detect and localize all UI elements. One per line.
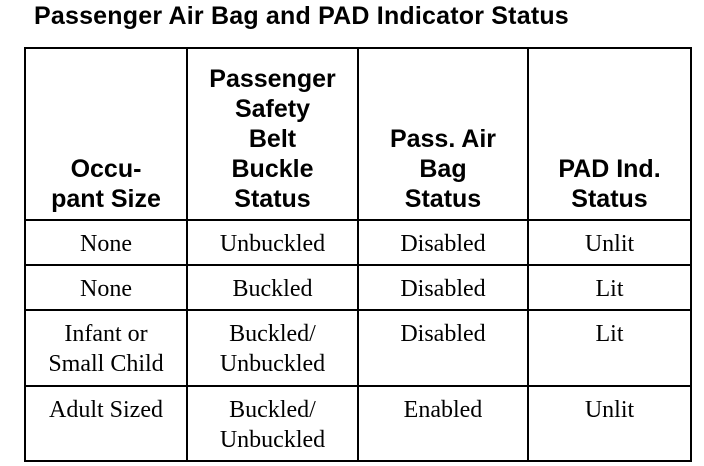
header-line: Status xyxy=(234,185,311,213)
cell-line: Lit xyxy=(595,276,624,302)
header-line: Bag xyxy=(419,155,467,183)
cell-line: Lit xyxy=(595,321,624,347)
cell-pad-status xyxy=(528,220,691,265)
cell-line: Buckled xyxy=(232,276,313,302)
header-line: Status xyxy=(404,185,482,213)
header-line: Buckle xyxy=(231,155,314,183)
cell-line: None xyxy=(80,231,132,257)
cell-line: Enabled xyxy=(403,397,483,423)
header-occupant-size xyxy=(25,48,187,220)
header-line: Belt xyxy=(248,125,297,153)
header-line: pant Size xyxy=(51,185,161,213)
header-air-bag-status xyxy=(358,48,528,220)
cell-occupant-size xyxy=(25,310,187,386)
cell-line: Disabled xyxy=(400,231,486,257)
cell-line: Unbuckled xyxy=(219,427,326,453)
cell-line: Buckled/ xyxy=(229,397,316,423)
cell-line: Adult Sized xyxy=(49,397,163,423)
cell-line: Unbuckled xyxy=(219,231,326,257)
header-belt-buckle-status xyxy=(187,48,358,220)
cell-line: Unlit xyxy=(584,397,635,423)
cell-line: Buckled/ xyxy=(229,321,316,347)
header-line: Status xyxy=(571,185,648,213)
cell-pad-status xyxy=(528,265,691,310)
cell-belt-status xyxy=(187,386,358,461)
table-row xyxy=(25,220,691,265)
cell-belt-status xyxy=(187,310,358,386)
header-line: Passenger xyxy=(209,65,336,93)
status-table xyxy=(24,47,692,462)
cell-line: Unlit xyxy=(584,231,635,257)
cell-line: Infant or xyxy=(64,321,148,347)
cell-pad-status xyxy=(528,386,691,461)
table-row xyxy=(25,265,691,310)
table-row xyxy=(25,386,691,461)
header-line: Occu- xyxy=(70,155,142,183)
header-pad-indicator-status xyxy=(528,48,691,220)
cell-occupant-size xyxy=(25,386,187,461)
cell-occupant-size xyxy=(25,265,187,310)
cell-line: None xyxy=(80,276,132,302)
cell-air-bag-status xyxy=(358,386,528,461)
header-line: Pass. Air xyxy=(389,125,497,153)
cell-pad-status xyxy=(528,310,691,386)
header-line: PAD Ind. xyxy=(558,155,661,183)
cell-line: Small Child xyxy=(48,351,164,377)
cell-air-bag-status xyxy=(358,310,528,386)
header-line: Safety xyxy=(234,95,311,123)
header-row xyxy=(25,48,691,220)
cell-belt-status xyxy=(187,265,358,310)
cell-air-bag-status xyxy=(358,220,528,265)
cell-air-bag-status xyxy=(358,265,528,310)
cell-line: Disabled xyxy=(400,276,486,302)
cell-occupant-size xyxy=(25,220,187,265)
table-title: Passenger Air Bag and PAD Indicator Status xyxy=(34,2,569,30)
cell-belt-status xyxy=(187,220,358,265)
table-row xyxy=(25,310,691,386)
cell-line: Unbuckled xyxy=(219,351,326,377)
cell-line: Disabled xyxy=(400,321,486,347)
